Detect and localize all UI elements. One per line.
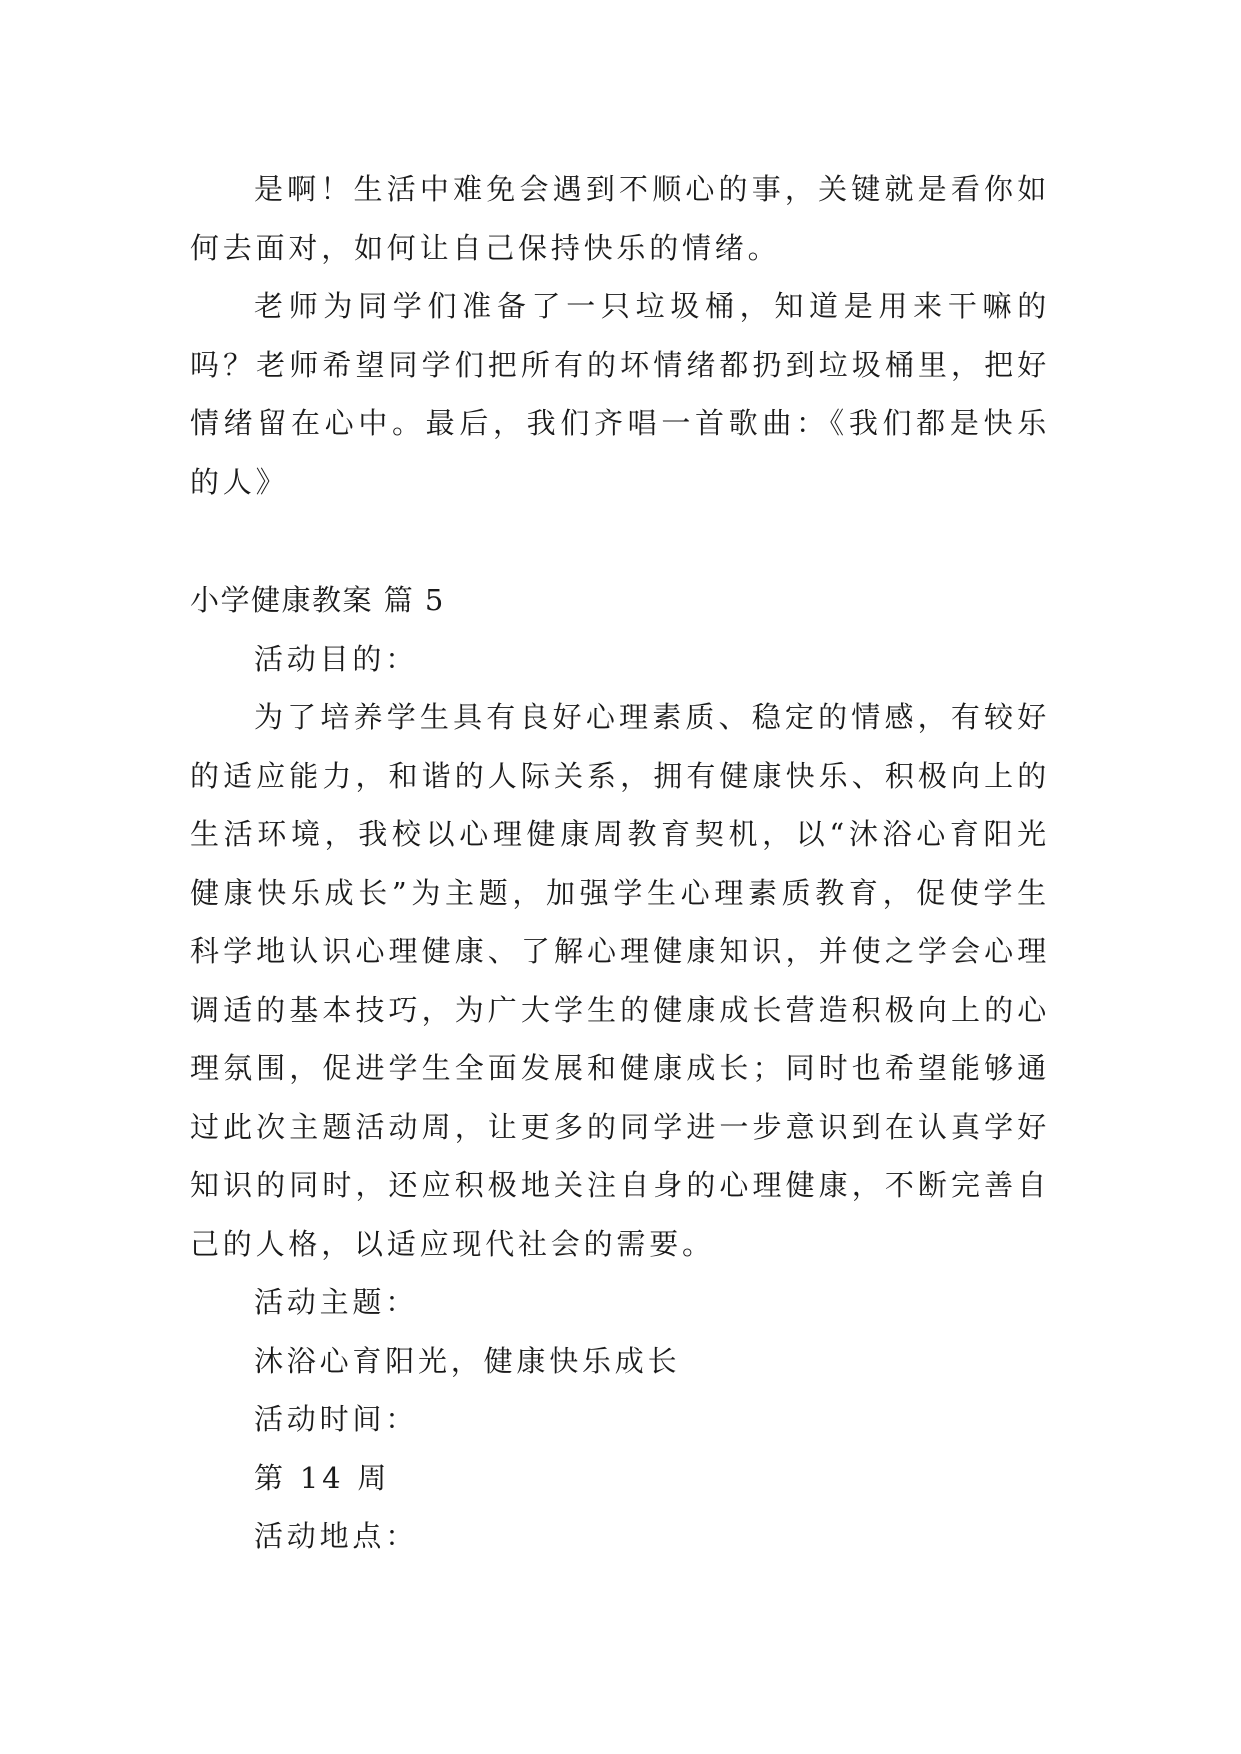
theme-text: 沐浴心育阳光，健康快乐成长 (254, 1343, 681, 1378)
document-page (190, 160, 1050, 1566)
section-heading: 小学健康教案 篇 5 (190, 583, 445, 617)
paragraph-trash-bin: 老师为同学们准备了一只垃圾桶，知道是用来干嘛的吗？老师希望同学们把所有的坏情绪都扔到垃圾桶里，把好情绪留在心中。最后，我们齐唱一首歌曲：《我们都是快乐的人》 (190, 289, 1050, 499)
section-gap (190, 511, 1050, 571)
paragraph-emotions: 是啊！生活中难免会遇到不顺心的事，关键就是看你如何去面对，如何让自己保持快乐的情绪。 (190, 172, 1050, 265)
time-label: 活动时间： (254, 1402, 419, 1436)
place-label: 活动地点： (254, 1519, 419, 1553)
time-text: 第 14 周 (254, 1460, 391, 1495)
theme-label: 活动主题： (254, 1285, 419, 1319)
purpose-label: 活动目的： (254, 641, 419, 676)
purpose-paragraph: 为了培养学生具有良好心理素质、稳定的情感，有较好的适应能力，和谐的人际关系，拥有健康快乐、积极向上的生活环境，我校以心理健康周教育契机，以“沐浴心育阳光 健康快乐成长”为主题，加强学生心理素质教育，促使学生科学地认识心理健康、了解心理健康知识，并使之学会心理调适的基本技巧，为广大学生的健康成长营造积极向上的心理氛围，促进学生全面发展和健康成长；同时也希望能够通过此次主题活动周，让更多的同学进一步意识到在认真学好知识的同时，还应积极地关注自身的心理健康，不断完善自己的人格，以适应现代社会的需要。 (190, 700, 1050, 1261)
